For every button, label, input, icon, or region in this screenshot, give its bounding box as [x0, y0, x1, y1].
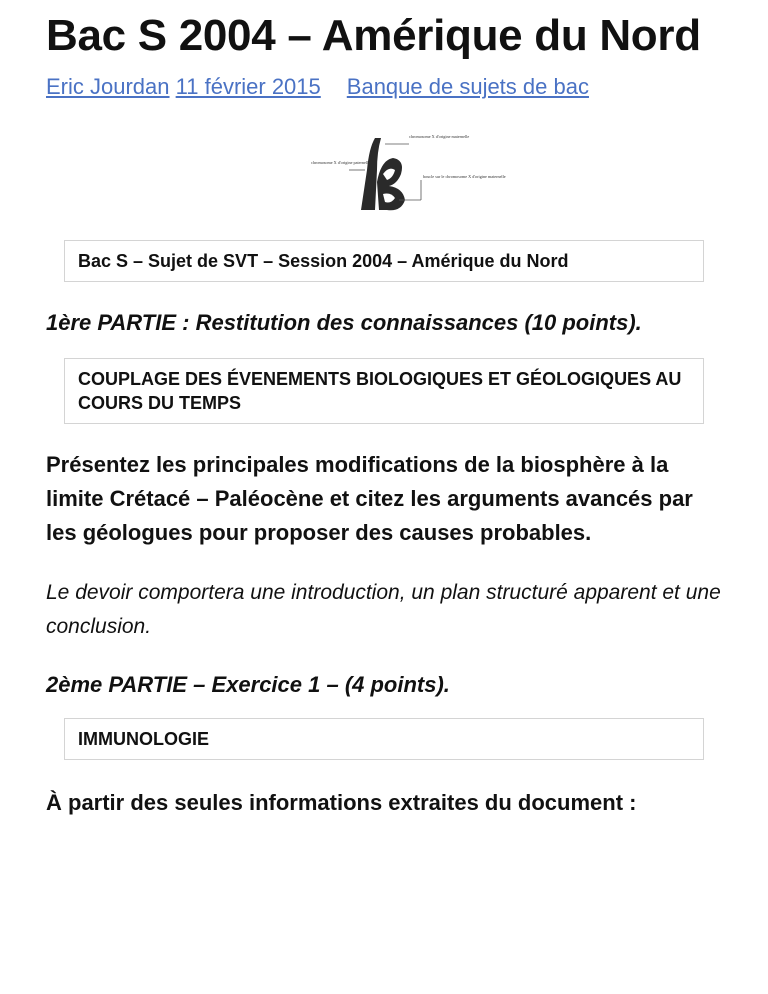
part2-heading: 2ème PARTIE – Exercice 1 – (4 points).	[46, 672, 450, 697]
chromosome-diagram	[309, 130, 506, 212]
theme-box-2: IMMUNOLOGIE	[64, 718, 704, 760]
label-paternal: chromosome X d'origine paternelle	[311, 160, 371, 165]
subject-box: Bac S – Sujet de SVT – Session 2004 – Amérique du Nord	[64, 240, 704, 282]
page-title: Bac S 2004 – Amérique du Nord	[46, 11, 701, 60]
question-2: À partir des seules informations extraites du document :	[46, 790, 637, 815]
label-maternal: chromosome X d'origine maternelle	[409, 134, 470, 139]
author-link[interactable]: Eric Jourdan	[46, 74, 170, 99]
post-meta	[46, 72, 722, 102]
label-loop: boucle sur le chromosome X d'origine maternelle	[423, 174, 506, 179]
date-link[interactable]: 11 février 2015	[175, 74, 321, 99]
featured-image	[46, 130, 722, 220]
category-link[interactable]: Banque de sujets de bac	[346, 74, 589, 99]
part1-heading: 1ère PARTIE : Restitution des connaissances (10 points).	[46, 310, 642, 335]
question-1: Présentez les principales modifications de la biosphère à la limite Crétacé – Paléocène et citez les arguments avancés par les géologues pour proposer des causes probables.	[46, 452, 693, 545]
theme-box-1: COUPLAGE DES ÉVENEMENTS BIOLOGIQUES ET GÉOLOGIQUES AU COURS DU TEMPS	[64, 358, 704, 424]
instruction-1: Le devoir comportera une introduction, un plan structuré apparent et une conclusion.	[46, 581, 721, 638]
